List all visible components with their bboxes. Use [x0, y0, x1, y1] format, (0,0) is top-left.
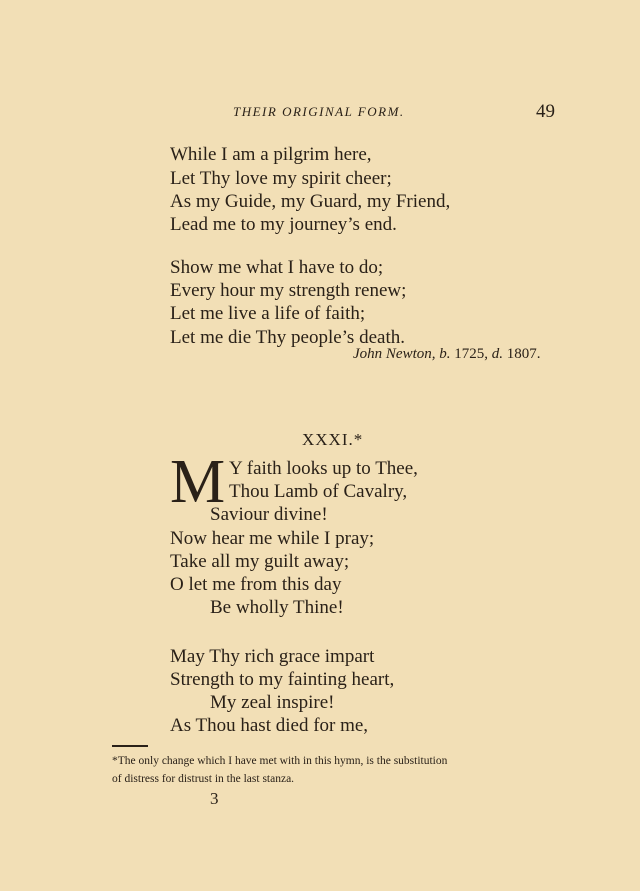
- verse-line: Saviour divine!: [210, 504, 328, 525]
- attribution-birth-year: 1725,: [454, 346, 488, 362]
- verse-line: Let Thy love my spirit cheer;: [170, 168, 392, 189]
- page-number: 49: [536, 101, 555, 122]
- signature-mark: 3: [210, 789, 219, 808]
- verse-line: Strength to my fainting heart,: [170, 669, 395, 690]
- hymn-number: XXXI.*: [302, 430, 364, 449]
- verse-line: As Thou hast died for me,: [170, 715, 369, 736]
- footnote-line: *The only change which I have met with in this hymn, is the substitution: [112, 755, 448, 767]
- verse-line: Let me live a life of faith;: [170, 303, 366, 324]
- attribution-born-label: b.: [439, 346, 451, 362]
- verse-line: Let me die Thy people’s death.: [170, 327, 405, 348]
- verse-line: Y faith looks up to Thee,: [229, 458, 418, 479]
- verse-line: O let me from this day: [170, 574, 342, 595]
- drop-cap: M: [170, 448, 226, 516]
- verse-line: As my Guide, my Guard, my Friend,: [170, 191, 451, 212]
- verse-line: Take all my guilt away;: [170, 551, 350, 572]
- verse-line: Every hour my strength renew;: [170, 280, 407, 301]
- verse-line: Thou Lamb of Cavalry,: [229, 481, 408, 502]
- footnote-rule: [112, 745, 148, 747]
- attribution-died-label: d.: [491, 346, 503, 362]
- attribution-author: John Newton,: [353, 346, 436, 362]
- attribution: [353, 346, 541, 363]
- attribution-death-year: 1807.: [506, 346, 541, 362]
- verse-line: While I am a pilgrim here,: [170, 144, 372, 165]
- verse-line: Show me what I have to do;: [170, 257, 384, 278]
- verse-line: Lead me to my journey’s end.: [170, 214, 397, 235]
- running-title: THEIR ORIGINAL FORM.: [233, 104, 405, 119]
- verse-line: Now hear me while I pray;: [170, 528, 375, 549]
- verse-line: Be wholly Thine!: [210, 597, 344, 618]
- verse-line: May Thy rich grace impart: [170, 646, 375, 667]
- verse-line: My zeal inspire!: [210, 692, 335, 713]
- footnote-line: of distress for distrust in the last stanza.: [112, 773, 295, 785]
